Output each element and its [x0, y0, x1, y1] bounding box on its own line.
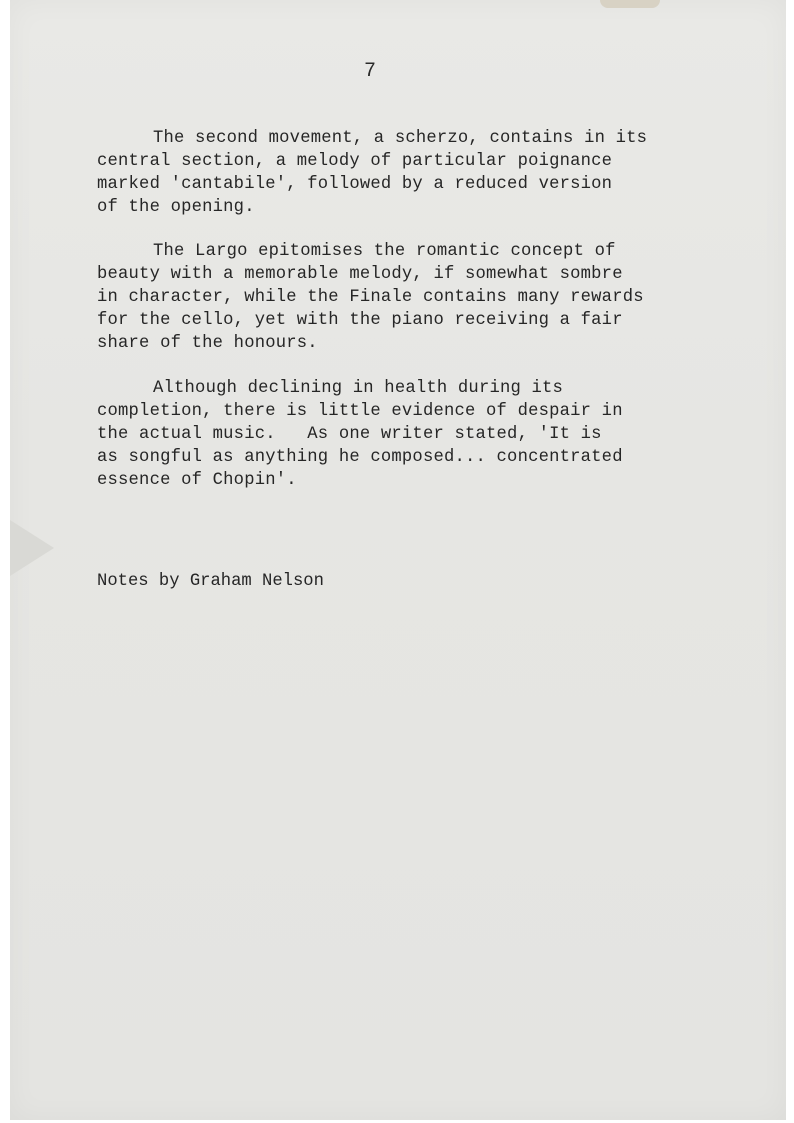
paragraph-line: Although declining in health during its — [153, 379, 564, 398]
paragraph-line: of the opening. — [97, 198, 255, 217]
author-credit: Notes by Graham Nelson — [97, 572, 324, 591]
paragraph-line: completion, there is little evidence of despair in — [97, 402, 623, 421]
paragraph-line: the actual music. As one writer stated, 'It is — [97, 425, 602, 444]
paragraph-health — [97, 377, 697, 492]
paragraph-line: central section, a melody of particular poignance — [97, 152, 613, 171]
paragraph-line: for the cello, yet with the piano receiving a fair — [97, 311, 623, 330]
paragraph-line: share of the honours. — [97, 334, 318, 353]
paragraph-line: beauty with a memorable melody, if somewhat sombre — [97, 265, 623, 284]
paper-stain — [600, 0, 660, 8]
paragraph-line: The Largo epitomises the romantic concept of — [153, 242, 616, 261]
paragraph-line: in character, while the Finale contains many rewards — [97, 288, 644, 307]
torn-edge — [10, 520, 54, 576]
paragraph-line: as songful as anything he composed... concentrated — [97, 448, 623, 467]
paragraph-largo — [97, 240, 697, 355]
paragraph-line: essence of Chopin'. — [97, 471, 297, 490]
paragraph-line: marked 'cantabile', followed by a reduced version — [97, 175, 613, 194]
page-number: 7 — [364, 60, 377, 83]
paragraph-scherzo — [97, 127, 697, 219]
paragraph-line: The second movement, a scherzo, contains in its — [153, 129, 648, 148]
